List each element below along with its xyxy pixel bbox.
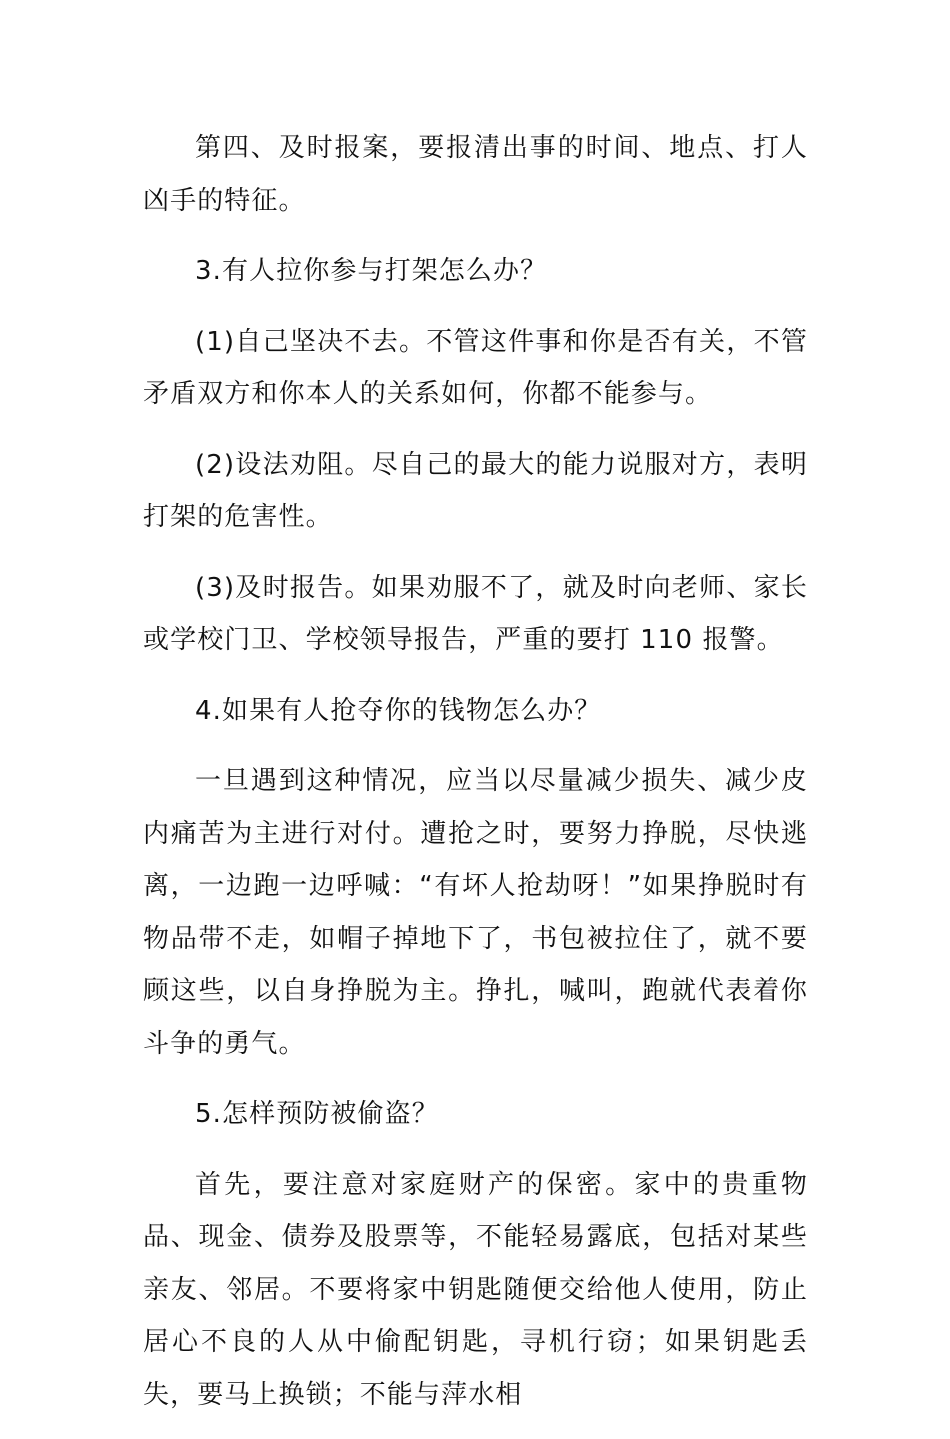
paragraph-refuse-to-go: (1)自己坚决不去。不管这件事和你是否有关，不管矛盾双方和你本人的关系如何，你都不能参与。 (143, 326, 808, 409)
heading-prevent-theft: 5.怎样预防被偷盗？ (195, 1099, 439, 1129)
paragraph-robbery-response: 一旦遇到这种情况，应当以尽量减少损失、减少皮内痛苦为主进行对付。遭抢之时，要努力挣脱，尽快逃离，一边跑一边呼喊：“有坏人抢劫呀！”如果挣脱时有物品带不走，如帽子掉地下了，书包被拉住了，就不要顾这些，以自身挣脱为主。挣扎，喊叫，跑就代表着你斗争的勇气。 (143, 766, 808, 1059)
document-body (143, 122, 808, 1439)
paragraph-prevent-theft: 首先，要注意对家庭财产的保密。家中的贵重物品、现金、债券及股票等，不能轻易露底，包括对某些亲友、邻居。不要将家中钥匙随便交给他人使用，防止居心不良的人从中偷配钥匙，寻机行窃；如果钥匙丢失，要马上换锁；不能与萍水相 (143, 1169, 808, 1410)
heading-robbery: 4.如果有人抢夺你的钱物怎么办？ (195, 695, 602, 726)
paragraph-try-to-dissuade: (2)设法劝阻。尽自己的最大的能力说服对方，表明打架的危害性。 (143, 449, 808, 532)
paragraph-report-to-police: 第四、及时报案，要报清出事的时间、地点、打人凶手的特征。 (143, 133, 808, 216)
heading-dragged-into-fight: 3.有人拉你参与打架怎么办？ (195, 256, 548, 286)
paragraph-report-promptly: (3)及时报告。如果劝服不了，就及时向老师、家长或学校门卫、学校领导报告，严重的要打 110 报警。 (143, 572, 808, 655)
